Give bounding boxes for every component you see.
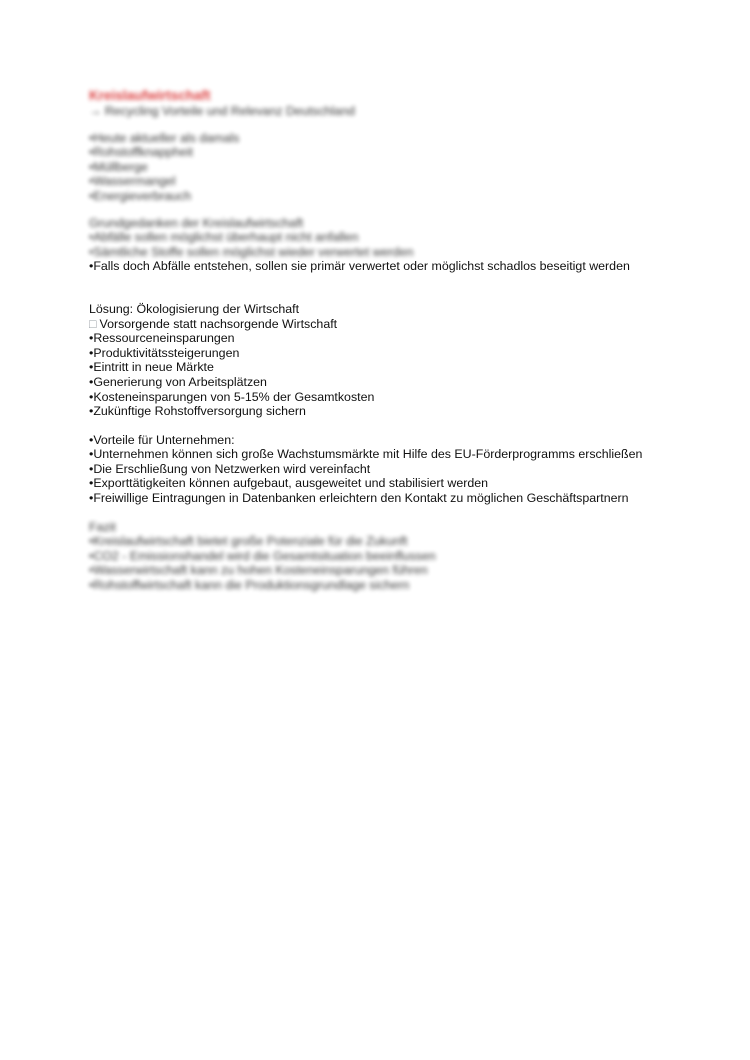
list-item: •Unternehmen können sich große Wachstumsmärkte mit Hilfe des EU-Förderprogramms erschließen <box>89 447 643 462</box>
list-item: •Freiwillige Eintragungen in Datenbanken erleichtern den Kontakt zu möglichen Geschäftspartnern <box>89 491 629 506</box>
list-item: •CO2 - Emissionshandel wird die Gesamtsituation beeinflussen <box>89 548 436 563</box>
document-body <box>89 88 689 593</box>
list-item: •Rohstoffknappheit <box>89 145 193 160</box>
section-heading: •Vorteile für Unternehmen: <box>89 432 235 447</box>
intro-list <box>89 131 689 204</box>
section-subheading <box>89 317 689 332</box>
fazit-section <box>89 520 689 593</box>
loesung-section <box>89 302 689 419</box>
list-item: •Falls doch Abfälle entstehen, sollen sie primär verwertet oder möglichst schadlos beseitigt werden <box>89 259 630 274</box>
arrow-glyph-icon: □ <box>89 316 97 331</box>
list-item: •Generierung von Arbeitsplätzen <box>89 374 267 389</box>
list-item: •Kosteneinsparungen von 5-15% der Gesamtkosten <box>89 389 375 404</box>
list-item: •Kreislaufwirtschaft bietet große Potenziale für die Zukunft <box>89 534 408 549</box>
list-item: •Heute aktueller als damals <box>89 130 240 145</box>
document-subtitle: → Recycling Vorteile und Relevanz Deutschland <box>89 104 355 118</box>
list-item: •Wassermangel <box>89 174 176 189</box>
list-item: •Produktivitätssteigerungen <box>89 345 240 360</box>
list-item: •Wasserwirtschaft kann zu hohen Kosteneinsparungen führen <box>89 563 428 578</box>
list-item: •Sämtliche Stoffe sollen möglichst wieder verwertet werden <box>89 244 414 259</box>
list-item: •Abfälle sollen möglichst überhaupt nicht anfallen <box>89 230 359 245</box>
list-item: •Zukünftige Rohstoffversorgung sichern <box>89 404 306 419</box>
list-item: •Die Erschließung von Netzwerken wird vereinfacht <box>89 461 371 476</box>
list-item: •Ressourceneinsparungen <box>89 331 235 346</box>
subheading-text: Vorsorgende statt nachsorgende Wirtschaft <box>99 316 338 331</box>
section-heading: Grundgedanken der Kreislaufwirtschaft <box>89 215 304 230</box>
document-title: Kreislaufwirtschaft <box>89 88 211 103</box>
list-item: •Energieverbrauch <box>89 188 192 203</box>
list-item: •Rohstoffwirtschaft kann die Produktionsgrundlage sichern <box>89 578 410 593</box>
section-heading: Lösung: Ökologisierung der Wirtschaft <box>89 301 300 316</box>
section-heading: Fazit <box>89 519 116 534</box>
grundgedanken-section <box>89 216 689 274</box>
list-item: •Eintritt in neue Märkte <box>89 360 214 375</box>
list-item: •Müllberge <box>89 159 148 174</box>
vorteile-section <box>89 433 689 506</box>
list-item: •Exporttätigkeiten können aufgebaut, ausgeweitet und stabilisiert werden <box>89 476 489 491</box>
